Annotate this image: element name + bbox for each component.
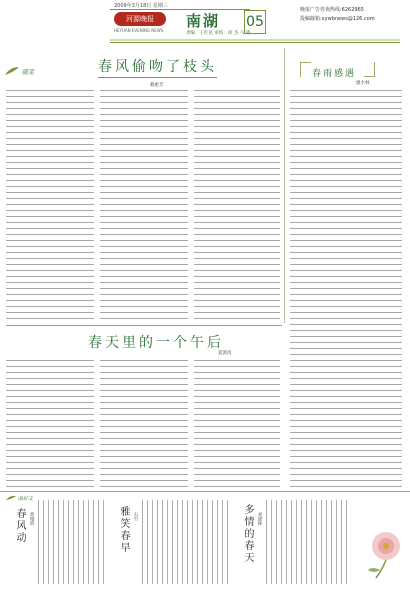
article3-title: 春天里的一个午后 <box>88 335 224 351</box>
poem3-text <box>266 500 350 584</box>
article1-text-col3 <box>194 90 280 320</box>
header-band <box>110 39 400 41</box>
title-frame-right <box>364 62 375 77</box>
article3-text-col3 <box>194 360 280 488</box>
article1-text-col2 <box>100 90 188 320</box>
article1-title: 春风偷吻了枝头 <box>98 56 217 76</box>
contact-info <box>300 6 375 24</box>
page-header <box>0 0 410 46</box>
issue-date: 2009年3月18日 星期三 <box>114 3 168 9</box>
leaf-icon <box>6 495 16 501</box>
section-divider <box>6 325 282 326</box>
poetry-label: 品好文 <box>18 496 34 502</box>
article1-text-col1 <box>6 90 94 320</box>
page-number: 05 <box>244 10 266 34</box>
ad-hotline: 晚报广告咨询热线:6262965 <box>300 7 364 13</box>
header-rule <box>110 9 250 10</box>
column-divider <box>284 48 285 323</box>
article3-text-col1 <box>6 360 94 488</box>
newspaper-logo: 河源晚报 <box>114 12 166 26</box>
poem2-text <box>142 500 230 584</box>
poem3-title: 多情的春天 <box>242 504 253 564</box>
article2-text <box>290 90 402 490</box>
article3-author: 夏源清 <box>218 351 232 356</box>
article2-author: 廖水林 <box>356 81 370 86</box>
poem1-author: 黄城明 <box>29 512 34 526</box>
flower-illustration <box>356 520 404 580</box>
submission-email: 投稿邮箱:xywbnews@126.com <box>300 16 375 22</box>
column-label: 随笔 <box>22 69 35 76</box>
section-title: 南湖 <box>186 12 221 30</box>
article1-author: 赖惠芳 <box>150 83 164 88</box>
poem1-text <box>38 500 108 584</box>
newspaper-logo-subtitle: HEYUAN EVENING NEWS <box>114 28 164 33</box>
leaf-icon <box>4 66 20 76</box>
article2-title: 春雨感遇 <box>312 69 357 79</box>
poem2-author: 石竹 <box>133 512 138 521</box>
title-frame-left <box>300 62 311 77</box>
strip-divider <box>0 491 410 492</box>
poem2-title: 雅笑春早 <box>118 506 129 554</box>
section-editors: 责编：王红星 审校：徐 杰 马 晓 <box>186 31 251 36</box>
poem1-title: 春风动 <box>14 508 25 544</box>
poem3-author: 刘建林 <box>257 512 262 526</box>
header-divider <box>110 42 400 43</box>
article3-text-col2 <box>100 360 188 488</box>
